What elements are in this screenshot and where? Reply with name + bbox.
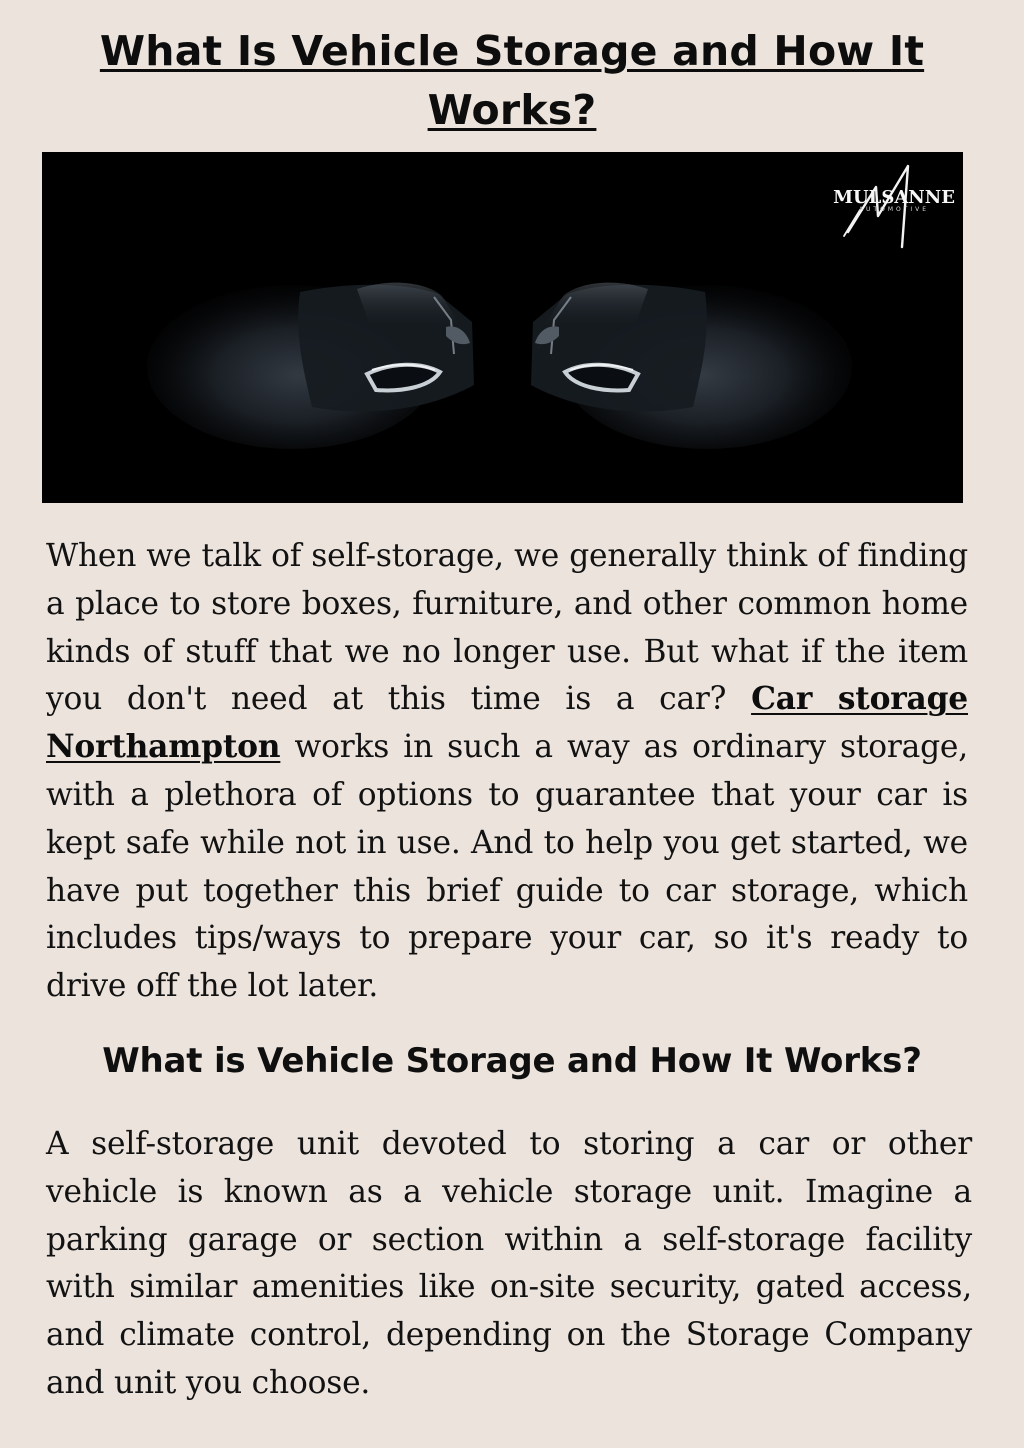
logo-sub-text: AUTOMOTIVE [858, 206, 930, 213]
hero-image [42, 152, 963, 503]
hero-car-illustration [42, 152, 963, 503]
intro-paragraph-end: works in such a way as ordinary storage, with a plethora of options to guarantee that your car is kept safe while not in use. And to help you get started, we have put together this brief guide to car storage, which includes tips/ways to prepare your car, so it's ready to drive off the lot later. [46, 729, 968, 1005]
intro-paragraph-start: When we talk of self-storage, we generally think of finding a place to store boxes, furniture, and other common home kinds of stuff that we no longer use. But what if the item you don't need at this time is a car? [46, 538, 968, 718]
definition-paragraph: A self-storage unit devoted to storing a car or other vehicle is known as a vehicle storage unit. Imagine a parking garage or section within a self-storage facility with similar amenities like on-site security, gated access, and climate control, depending on the Storage Company and unit you choose. [46, 1126, 972, 1401]
intro-paragraph [46, 533, 968, 1011]
section-heading: What is Vehicle Storage and How It Works? [102, 1041, 922, 1081]
car-storage-northampton-link[interactable]: Car storage Northampton [46, 681, 969, 766]
page-title-text: What Is Vehicle Storage and How It Works? [99, 27, 925, 134]
page-title [60, 22, 964, 140]
logo-main-text: MULSANNE [833, 187, 955, 208]
